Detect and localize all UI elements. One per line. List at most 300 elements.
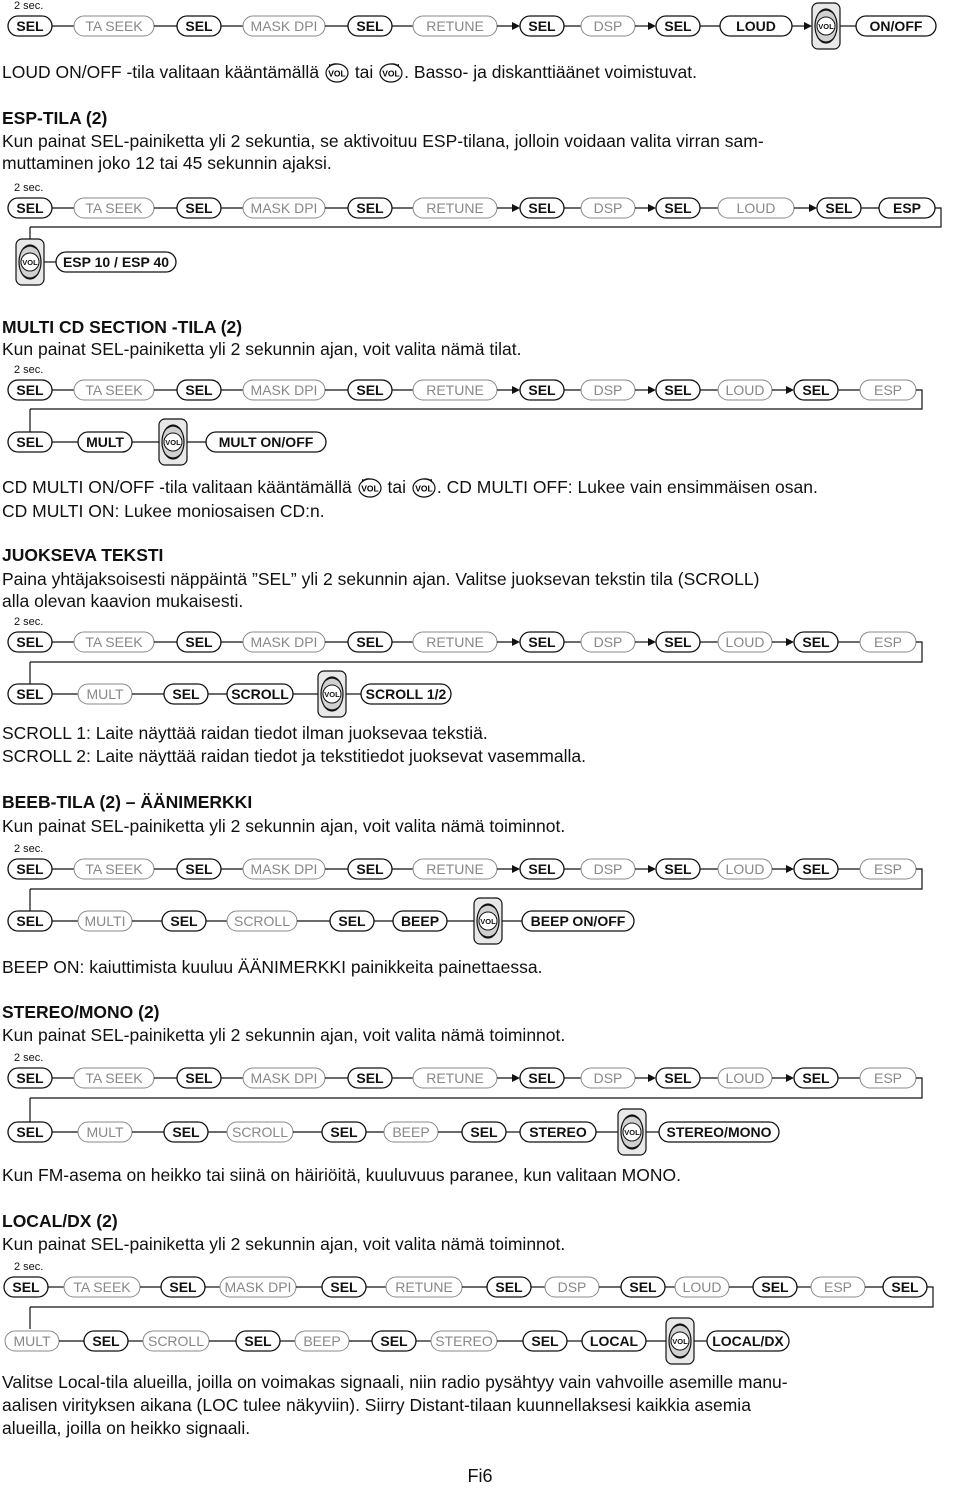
svg-text:ESP: ESP — [823, 1279, 853, 1295]
svg-text:ON/OFF: ON/OFF — [869, 18, 923, 34]
svg-text:LOCAL/DX: LOCAL/DX — [712, 1333, 784, 1349]
sel-box — [520, 1068, 564, 1088]
retune-box — [413, 859, 497, 879]
svg-text:BEEP ON/OFF: BEEP ON/OFF — [530, 913, 626, 929]
sel-box — [236, 1331, 280, 1351]
loud-box — [718, 859, 772, 879]
sel-box — [8, 198, 52, 218]
sel-box — [8, 1122, 52, 1142]
esp-body-line2: muttaminen joko 12 tai 45 sekunnin ajaksi. — [2, 153, 332, 173]
svg-text:SEL: SEL — [802, 861, 830, 877]
local-note-line3: alueilla, joilla on heikko signaali. — [2, 1418, 251, 1438]
svg-text:MASK DPI: MASK DPI — [250, 18, 318, 34]
scroll-box — [227, 684, 293, 704]
scroll-box — [143, 1331, 209, 1351]
local-note-line2: aalisen virityksen aikana (LOC tulee näkyviin). Siirry Distant-tilaan kuunnellaksesi kaikkia asemia — [2, 1395, 751, 1415]
retune-box — [413, 1068, 497, 1088]
sel-box — [8, 432, 52, 452]
two-sec-label: 2 sec. — [14, 0, 44, 12]
vol-knob-icon — [666, 1318, 694, 1364]
esp-flow-diagram — [0, 192, 960, 282]
beep-note: BEEP ON: kaiuttimista kuuluu ÄÄNIMERKKI painikkeita painettaessa. — [2, 957, 543, 977]
sel-box — [348, 198, 392, 218]
mask-dpi-box — [243, 380, 325, 400]
svg-text:SEL: SEL — [380, 1333, 408, 1349]
svg-text:DSP: DSP — [557, 1279, 587, 1295]
local-dx-box — [707, 1331, 789, 1351]
svg-text:VOL: VOL — [165, 438, 181, 447]
stereo-mono-box — [659, 1122, 779, 1142]
local-note-line1: Valitse Local-tila alueilla, joilla on voimakas signaali, niin radio pysähtyy vain vahvoille asemille manu- — [2, 1372, 788, 1392]
sel-box — [656, 380, 700, 400]
sel-box — [372, 1331, 416, 1351]
svg-text:LOCAL: LOCAL — [589, 1333, 639, 1349]
esp-box — [860, 632, 916, 652]
svg-text:SEL: SEL — [185, 634, 213, 650]
stereo-flow-diagram — [0, 1062, 960, 1158]
sel-box — [8, 632, 52, 652]
svg-text:ESP: ESP — [873, 382, 903, 398]
svg-text:SEL: SEL — [169, 1279, 197, 1295]
svg-text:RETUNE: RETUNE — [426, 200, 484, 216]
retune-box — [413, 380, 497, 400]
sel-box — [4, 1277, 48, 1297]
mult-box — [78, 432, 132, 452]
local-body: Kun painat SEL-painiketta yli 2 sekunnin ajan, voit valita nämä toiminnot. — [2, 1234, 566, 1254]
svg-text:STEREO/MONO: STEREO/MONO — [666, 1124, 772, 1140]
scroll-body-line1: Paina yhtäjaksoisesti näppäintä ”SEL” yli 2 sekunnin ajan. Valitse juoksevan tekstin tila (SCROLL) — [2, 569, 760, 589]
multi-note: CD MULTI ON/OFF -tila valitaan kääntämällä VOL tai VOL . CD MULTI OFF: Lukee vain ensimmäisen osan. — [2, 477, 818, 497]
sel-box — [523, 1331, 567, 1351]
sel-box — [322, 1122, 366, 1142]
esp-body-line1: Kun painat SEL-painiketta yli 2 sekuntia, se aktivoituu ESP-tilana, jolloin voidaan valita virran sam- — [2, 131, 764, 151]
arrow-connector — [635, 638, 656, 646]
svg-text:SEL: SEL — [185, 382, 213, 398]
arrow-connector — [792, 22, 812, 30]
svg-text:LOUD: LOUD — [725, 1070, 765, 1086]
scroll-1-2-box — [361, 684, 451, 704]
sel-box — [162, 911, 206, 931]
multi-flow-diagram — [0, 374, 960, 470]
svg-text:MASK DPI: MASK DPI — [250, 200, 318, 216]
svg-text:ESP: ESP — [873, 634, 903, 650]
beep-box — [384, 1122, 438, 1142]
sel-box — [520, 198, 564, 218]
svg-text:SEL: SEL — [16, 913, 44, 929]
sel-box — [794, 380, 838, 400]
esp-heading: ESP-TILA (2) — [2, 108, 108, 128]
sel-box — [8, 859, 52, 879]
svg-text:SEL: SEL — [356, 18, 384, 34]
mask-dpi-box — [243, 1068, 325, 1088]
mult-box — [78, 684, 132, 704]
svg-text:SEL: SEL — [664, 382, 692, 398]
svg-text:LOUD: LOUD — [725, 634, 765, 650]
loud-box — [720, 16, 792, 36]
mult-on-off-box — [206, 432, 326, 452]
svg-text:VOL: VOL — [415, 483, 433, 494]
ta-seek-box — [74, 198, 154, 218]
esp-box — [811, 1277, 865, 1297]
svg-text:SEL: SEL — [528, 200, 556, 216]
svg-text:SEL: SEL — [244, 1333, 272, 1349]
svg-text:SEL: SEL — [16, 634, 44, 650]
svg-text:TA SEEK: TA SEEK — [85, 382, 143, 398]
svg-text:ESP 10 / ESP 40: ESP 10 / ESP 40 — [62, 254, 170, 270]
scroll-box — [227, 911, 297, 931]
sel-box — [348, 1068, 392, 1088]
arrow-connector — [497, 386, 520, 394]
sel-box — [8, 380, 52, 400]
sel-box — [8, 684, 52, 704]
svg-text:SEL: SEL — [802, 382, 830, 398]
sel-box — [330, 911, 374, 931]
sel-box — [177, 859, 221, 879]
svg-text:RETUNE: RETUNE — [395, 1279, 453, 1295]
svg-text:SEL: SEL — [664, 861, 692, 877]
svg-text:SCROLL: SCROLL — [147, 1333, 205, 1349]
beep-box — [295, 1331, 349, 1351]
svg-text:BEEP: BEEP — [392, 1124, 430, 1140]
sel-box — [794, 632, 838, 652]
retune-box — [413, 198, 497, 218]
loud-flow-diagram — [0, 10, 960, 50]
svg-text:LOUD: LOUD — [736, 200, 776, 216]
svg-text:SEL: SEL — [531, 1333, 559, 1349]
sel-box — [656, 16, 700, 36]
mask-dpi-box — [243, 632, 325, 652]
svg-text:MULTI: MULTI — [84, 913, 126, 929]
svg-text:ESP: ESP — [873, 1070, 903, 1086]
sel-box — [520, 632, 564, 652]
svg-text:SEL: SEL — [356, 634, 384, 650]
vol-knob-left-icon — [324, 63, 350, 83]
svg-text:SCROLL: SCROLL — [231, 1124, 289, 1140]
svg-text:SEL: SEL — [172, 686, 200, 702]
beep-on-off-box — [522, 911, 634, 931]
svg-text:RETUNE: RETUNE — [426, 861, 484, 877]
beep-box — [393, 911, 447, 931]
svg-text:SEL: SEL — [528, 18, 556, 34]
vol-knob-right-icon — [411, 478, 437, 498]
sel-box — [177, 632, 221, 652]
sel-box — [753, 1277, 797, 1297]
svg-text:VOL: VOL — [360, 483, 379, 494]
svg-text:VOL: VOL — [624, 1128, 640, 1137]
scroll-box — [227, 1122, 293, 1142]
svg-text:VOL: VOL — [328, 68, 346, 79]
svg-text:DSP: DSP — [593, 1070, 623, 1086]
esp-box — [860, 1068, 916, 1088]
esp-10-esp-40-box — [56, 252, 176, 272]
stereo-box — [520, 1122, 596, 1142]
svg-text:SEL: SEL — [170, 913, 198, 929]
esp-box — [879, 198, 935, 218]
svg-text:SEL: SEL — [664, 18, 692, 34]
svg-text:ESP: ESP — [873, 861, 903, 877]
multi-heading: MULTI CD SECTION -TILA (2) — [2, 317, 243, 337]
mask-dpi-box — [243, 16, 325, 36]
svg-text:LOUD: LOUD — [682, 1279, 722, 1295]
ta-seek-box — [74, 632, 154, 652]
sel-box — [177, 1068, 221, 1088]
sel-box — [348, 16, 392, 36]
dsp-box — [581, 380, 635, 400]
sel-box — [348, 859, 392, 879]
esp-box — [860, 380, 916, 400]
sel-box — [84, 1331, 128, 1351]
ta-seek-box — [74, 1068, 154, 1088]
dsp-box — [581, 16, 635, 36]
svg-text:RETUNE: RETUNE — [426, 18, 484, 34]
mask-dpi-box — [220, 1277, 296, 1297]
vol-knob-icon — [812, 3, 840, 49]
svg-text:SEL: SEL — [330, 1124, 358, 1140]
sel-box — [164, 684, 208, 704]
sel-box — [177, 198, 221, 218]
vol-knob-icon — [16, 239, 44, 285]
svg-text:SEL: SEL — [16, 686, 44, 702]
svg-text:MULT: MULT — [86, 434, 124, 450]
arrow-connector — [497, 638, 520, 646]
svg-text:SEL: SEL — [356, 200, 384, 216]
svg-text:SEL: SEL — [528, 634, 556, 650]
svg-text:SEL: SEL — [528, 382, 556, 398]
arrow-connector — [635, 1074, 656, 1082]
svg-text:SEL: SEL — [16, 382, 44, 398]
svg-text:SEL: SEL — [761, 1279, 789, 1295]
svg-text:SEL: SEL — [664, 200, 692, 216]
sel-box — [520, 859, 564, 879]
sel-box — [656, 632, 700, 652]
svg-text:SEL: SEL — [185, 861, 213, 877]
svg-text:SEL: SEL — [16, 861, 44, 877]
sel-box — [794, 1068, 838, 1088]
arrow-connector — [635, 865, 656, 873]
svg-text:RETUNE: RETUNE — [426, 1070, 484, 1086]
svg-text:SEL: SEL — [16, 1124, 44, 1140]
vol-knob-icon — [474, 898, 502, 944]
svg-text:SEL: SEL — [664, 634, 692, 650]
svg-text:DSP: DSP — [593, 200, 623, 216]
sel-box — [322, 1277, 366, 1297]
svg-text:SEL: SEL — [172, 1124, 200, 1140]
svg-text:SEL: SEL — [338, 913, 366, 929]
svg-text:DSP: DSP — [593, 18, 623, 34]
arrow-connector — [497, 1074, 520, 1082]
two-sec-label: 2 sec. — [14, 1052, 44, 1064]
loud-box — [718, 632, 772, 652]
svg-text:MULT: MULT — [86, 1124, 124, 1140]
loud-description: LOUD ON/OFF -tila valitaan kääntämällä VOL tai VOL . Basso- ja diskanttiäänet voimistuvat. — [2, 62, 697, 82]
dsp-box — [545, 1277, 599, 1297]
svg-text:DSP: DSP — [593, 634, 623, 650]
mult-box — [78, 1122, 132, 1142]
svg-text:VOL: VOL — [672, 1337, 688, 1346]
svg-text:SEL: SEL — [12, 1279, 40, 1295]
arrow-connector — [497, 22, 520, 30]
ta-seek-box — [74, 380, 154, 400]
loud-box — [718, 198, 794, 218]
loud-box — [675, 1277, 729, 1297]
sel-box — [487, 1277, 531, 1297]
svg-text:TA SEEK: TA SEEK — [85, 861, 143, 877]
svg-text:SEL: SEL — [356, 1070, 384, 1086]
arrow-connector — [497, 865, 520, 873]
sel-box — [794, 859, 838, 879]
sel-box — [348, 380, 392, 400]
arrow-connector — [497, 204, 520, 212]
arrow-connector — [635, 22, 656, 30]
ta-seek-box — [74, 16, 154, 36]
sel-box — [520, 16, 564, 36]
on-off-box — [856, 16, 936, 36]
esp-box — [860, 859, 916, 879]
svg-text:SEL: SEL — [891, 1279, 919, 1295]
svg-text:TA SEEK: TA SEEK — [73, 1279, 131, 1295]
svg-text:MASK DPI: MASK DPI — [224, 1279, 292, 1295]
sel-box — [177, 380, 221, 400]
multi-box — [78, 911, 132, 931]
sel-box — [817, 198, 861, 218]
vol-knob-icon — [618, 1109, 646, 1155]
svg-text:SEL: SEL — [16, 434, 44, 450]
sel-box — [656, 198, 700, 218]
stereo-note: Kun FM-asema on heikko tai siinä on häiriöitä, kuuluvuus paranee, kun valitaan MONO. — [2, 1165, 681, 1185]
loud-box — [718, 1068, 772, 1088]
two-sec-label: 2 sec. — [14, 1261, 44, 1273]
sel-box — [462, 1122, 506, 1142]
dsp-box — [581, 632, 635, 652]
two-sec-label: 2 sec. — [14, 364, 44, 376]
sel-box — [8, 16, 52, 36]
svg-text:SEL: SEL — [470, 1124, 498, 1140]
svg-text:VOL: VOL — [22, 258, 38, 267]
ta-seek-box — [64, 1277, 140, 1297]
svg-text:RETUNE: RETUNE — [426, 382, 484, 398]
svg-text:SEL: SEL — [802, 634, 830, 650]
svg-text:SCROLL 1/2: SCROLL 1/2 — [365, 686, 447, 702]
svg-text:SEL: SEL — [664, 1070, 692, 1086]
vol-knob-right-icon — [378, 63, 404, 83]
vol-knob-icon — [318, 671, 346, 717]
retune-box — [413, 632, 497, 652]
svg-text:SEL: SEL — [185, 1070, 213, 1086]
svg-text:VOL: VOL — [818, 22, 834, 31]
arrow-connector — [635, 204, 656, 212]
svg-text:TA SEEK: TA SEEK — [85, 18, 143, 34]
sel-box — [177, 16, 221, 36]
mult-box — [5, 1331, 59, 1351]
svg-text:MASK DPI: MASK DPI — [250, 861, 318, 877]
arrow-connector — [794, 204, 817, 212]
svg-text:SEL: SEL — [528, 861, 556, 877]
svg-text:TA SEEK: TA SEEK — [85, 1070, 143, 1086]
mask-dpi-box — [243, 198, 325, 218]
sel-box — [8, 911, 52, 931]
sel-box — [520, 380, 564, 400]
svg-text:DSP: DSP — [593, 861, 623, 877]
svg-text:MULT ON/OFF: MULT ON/OFF — [218, 434, 314, 450]
vol-knob-left-icon — [357, 478, 383, 498]
arrow-connector — [772, 386, 794, 394]
retune-box — [413, 16, 497, 36]
svg-text:SEL: SEL — [330, 1279, 358, 1295]
multi-body: Kun painat SEL-painiketta yli 2 sekunnin ajan, voit valita nämä tilat. — [2, 339, 522, 359]
page-number: Fi6 — [467, 1466, 493, 1486]
svg-text:VOL: VOL — [382, 68, 400, 79]
scroll-note1: SCROLL 1: Laite näyttää raidan tiedot ilman juoksevaa tekstiä. — [2, 723, 488, 743]
svg-text:BEEP: BEEP — [400, 913, 440, 929]
svg-text:SCROLL: SCROLL — [231, 686, 289, 702]
svg-text:SEL: SEL — [185, 18, 213, 34]
svg-text:RETUNE: RETUNE — [426, 634, 484, 650]
multi-note-line2: CD MULTI ON: Lukee moniosaisen CD:n. — [2, 501, 325, 521]
svg-text:SEL: SEL — [825, 200, 853, 216]
svg-text:LOUD: LOUD — [725, 382, 765, 398]
sel-box — [656, 859, 700, 879]
beep-flow-diagram — [0, 853, 960, 945]
svg-text:BEEP: BEEP — [303, 1333, 341, 1349]
two-sec-label: 2 sec. — [14, 843, 44, 855]
svg-text:MASK DPI: MASK DPI — [250, 634, 318, 650]
beep-body: Kun painat SEL-painiketta yli 2 sekunnin ajan, voit valita nämä toiminnot. — [2, 816, 566, 836]
stereo-heading: STEREO/MONO (2) — [2, 1002, 160, 1022]
vol-knob-icon — [159, 419, 187, 465]
svg-text:MASK DPI: MASK DPI — [250, 1070, 318, 1086]
sel-box — [656, 1068, 700, 1088]
two-sec-label: 2 sec. — [14, 616, 44, 628]
local-box — [582, 1331, 646, 1351]
svg-text:SEL: SEL — [356, 861, 384, 877]
arrow-connector — [772, 1074, 794, 1082]
svg-text:SEL: SEL — [495, 1279, 523, 1295]
sel-box — [164, 1122, 208, 1142]
svg-text:SEL: SEL — [16, 18, 44, 34]
svg-text:DSP: DSP — [593, 382, 623, 398]
svg-text:SEL: SEL — [356, 382, 384, 398]
svg-text:MULT: MULT — [86, 686, 124, 702]
svg-text:TA SEEK: TA SEEK — [85, 200, 143, 216]
scroll-body-line2: alla olevan kaavion mukaisesti. — [2, 591, 244, 611]
svg-text:STEREO: STEREO — [435, 1333, 493, 1349]
svg-text:STEREO: STEREO — [529, 1124, 587, 1140]
arrow-connector — [772, 865, 794, 873]
svg-text:SCROLL: SCROLL — [233, 913, 291, 929]
svg-text:SEL: SEL — [629, 1279, 657, 1295]
svg-text:VOL: VOL — [324, 690, 340, 699]
beep-heading: BEEB-TILA (2) – ÄÄNIMERKKI — [2, 792, 253, 812]
dsp-box — [581, 859, 635, 879]
svg-text:ESP: ESP — [892, 200, 922, 216]
svg-text:MULT: MULT — [13, 1333, 51, 1349]
sel-box — [8, 1068, 52, 1088]
two-sec-label: 2 sec. — [14, 182, 44, 194]
local-flow-diagram — [0, 1271, 960, 1363]
local-heading: LOCAL/DX (2) — [2, 1211, 118, 1231]
sel-box — [348, 632, 392, 652]
arrow-connector — [635, 386, 656, 394]
svg-text:SEL: SEL — [16, 1070, 44, 1086]
svg-text:LOUD: LOUD — [736, 18, 776, 34]
stereo-body: Kun painat SEL-painiketta yli 2 sekunnin ajan, voit valita nämä toiminnot. — [2, 1025, 566, 1045]
svg-text:LOUD: LOUD — [725, 861, 765, 877]
ta-seek-box — [74, 859, 154, 879]
arrow-connector — [772, 638, 794, 646]
scroll-heading: JUOKSEVA TEKSTI — [2, 545, 164, 565]
svg-text:SEL: SEL — [92, 1333, 120, 1349]
svg-text:SEL: SEL — [802, 1070, 830, 1086]
